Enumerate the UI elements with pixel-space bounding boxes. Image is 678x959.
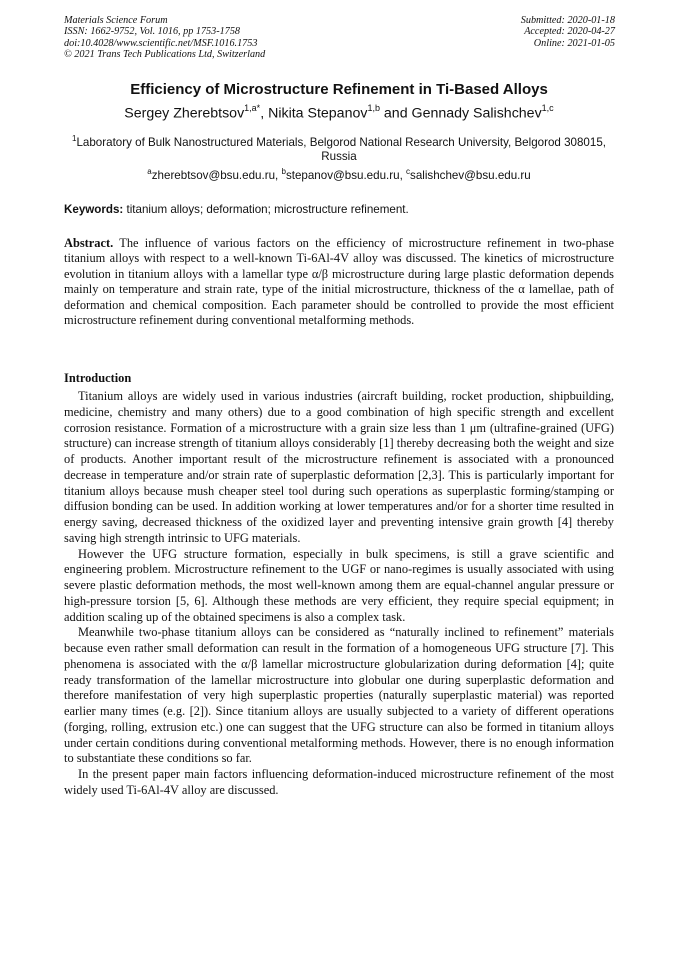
author-list: [0, 104, 678, 122]
section-heading-introduction: Introduction: [64, 371, 132, 385]
email-separator: ,: [275, 168, 282, 182]
abstract-text: The influence of various factors on the efficiency of microstructure refinement in two-phase titanium alloys with respect to a well-known Ti-6Al-4V alloy was discussed. The kinetics of microstructure evolution in titanium alloys with a lamellar type α/β microstructure during large plastic deformation depends mainly on temperature and strain rate, type of the initial microstructure, thickness of the α lamellae, path of deformation and chemical composition. Each parameter should be controlled to provide the most efficient microstructure refinement during conventional metalforming methods.: [64, 236, 614, 328]
keywords: [64, 203, 616, 216]
submitted-date: Submitted: 2020-01-18: [520, 15, 615, 26]
email-link[interactable]: stepanov@bsu.edu.ru: [285, 168, 400, 182]
email-link[interactable]: zherebtsov@bsu.edu.ru: [151, 168, 276, 182]
keywords-label: Keywords:: [64, 203, 124, 216]
email-separator: ,: [399, 168, 407, 182]
affiliation-mark: 1: [72, 134, 77, 143]
journal-doi: doi:10.4028/www.scientific.net/MSF.1016.1753: [64, 37, 258, 49]
body-paragraph: Titanium alloys are widely used in various industries (aircraft building, rocket production, shipbuilding, medicine, chemistry and many others) due to a good combination of high specific strength and excellent corrosion resistance. Formation of a microstructure with a grain size less than 1 μm (ultrafine-grained (UFG) structure) can increase strength of titanium alloys considerably [1] thereby decreasing both the weight and size of products. Another important result of the microstructure refinement is associated with a pronounced decrease in temperature and/or strain rate of superplastic deformation [2,3]. This is particularly important for titanium alloys because mush cheaper steel tool during such operations as superplastic forming/stamping or diffusion bonding can be used. In addition working at lower temperatures and/or for a shorter time resulted in energy saving, decreased thickness of the oxidized layer and preventing intensive grain growth [4] thereby saving high strength intrinsic to UFG materials.: [64, 389, 614, 545]
email-mark: b: [281, 167, 286, 176]
author-name: Sergey Zherebtsov: [124, 105, 245, 122]
author-separator: ,: [260, 105, 269, 122]
paper-title: Efficiency of Microstructure Refinement in Ti-Based Alloys: [130, 81, 548, 98]
journal-info: [64, 15, 265, 61]
journal-copyright: © 2021 Trans Tech Publications Ltd, Switzerland: [64, 49, 266, 61]
author-affil-mark: 1,a*: [244, 103, 261, 113]
journal-issn: ISSN: 1662-9752, Vol. 1016, pp 1753-1758: [64, 26, 241, 38]
keywords-text: titanium alloys; deformation; microstructure refinement.: [123, 203, 409, 216]
submission-dates: [521, 15, 615, 49]
email-mark: c: [406, 167, 411, 176]
introduction-body: [64, 389, 614, 799]
email-link[interactable]: salishchev@bsu.edu.ru: [410, 168, 531, 182]
author-affil-mark: 1,c: [541, 103, 554, 113]
body-paragraph: In the present paper main factors influencing deformation-induced microstructure refinement of the most widely used Ti-6Al-4V alloy are discussed.: [64, 767, 614, 797]
journal-name: Materials Science Forum: [64, 15, 168, 26]
affiliation-text: Laboratory of Bulk Nanostructured Materials, Belgorod National Research University, Belgorod 308015, Russia: [76, 135, 606, 164]
abstract: [64, 236, 614, 328]
email-mark: a: [147, 167, 152, 176]
abstract-label: Abstract.: [64, 236, 114, 250]
accepted-date: Accepted: 2020-04-27: [524, 26, 615, 38]
online-date: Online: 2021-01-05: [533, 37, 615, 49]
author-name: Gennady Salishchev: [411, 105, 542, 122]
author-separator: and: [379, 105, 412, 122]
affiliation: [60, 132, 618, 165]
author-affil-mark: 1,b: [367, 103, 380, 113]
body-paragraph: Meanwhile two-phase titanium alloys can be considered as “naturally inclined to refinement” materials because even rather small deformation can result in the formation of a homogeneous UFG structure [7]. This phenomena is associated with the α/β lamellar microstructure globularization during deformation [4]; quite ready transformation of the lamellar microstructure into globular one during superplastic deformation and therefore manifestation of very high superplastic properties (naturally superplastic material) was reported earlier many times (e.g. [2]). Since titanium alloys are usually subjected to a variety of different operations (forging, rolling, extrusion etc.) one can suggest that the UFG structure can also be formed in titanium alloys under certain conditions during conventional metalforming methods. However, there is no enough information to substantiate these conditions so far.: [64, 625, 614, 766]
body-paragraph: However the UFG structure formation, especially in bulk specimens, is still a grave scientific and engineering problem. Microstructure refinement to the UGF or nano-regimes is usually associated with using severe plastic deformation methods, the most well-known among them are equal-channel angular pressure or high-pressure torsion [5, 6]. Although these methods are very efficient, they require special equipment; in addition scaling up of the obtained specimens is also a complex task.: [64, 546, 614, 624]
author-name: Nikita Stepanov: [268, 105, 368, 122]
author-emails: [0, 167, 678, 182]
